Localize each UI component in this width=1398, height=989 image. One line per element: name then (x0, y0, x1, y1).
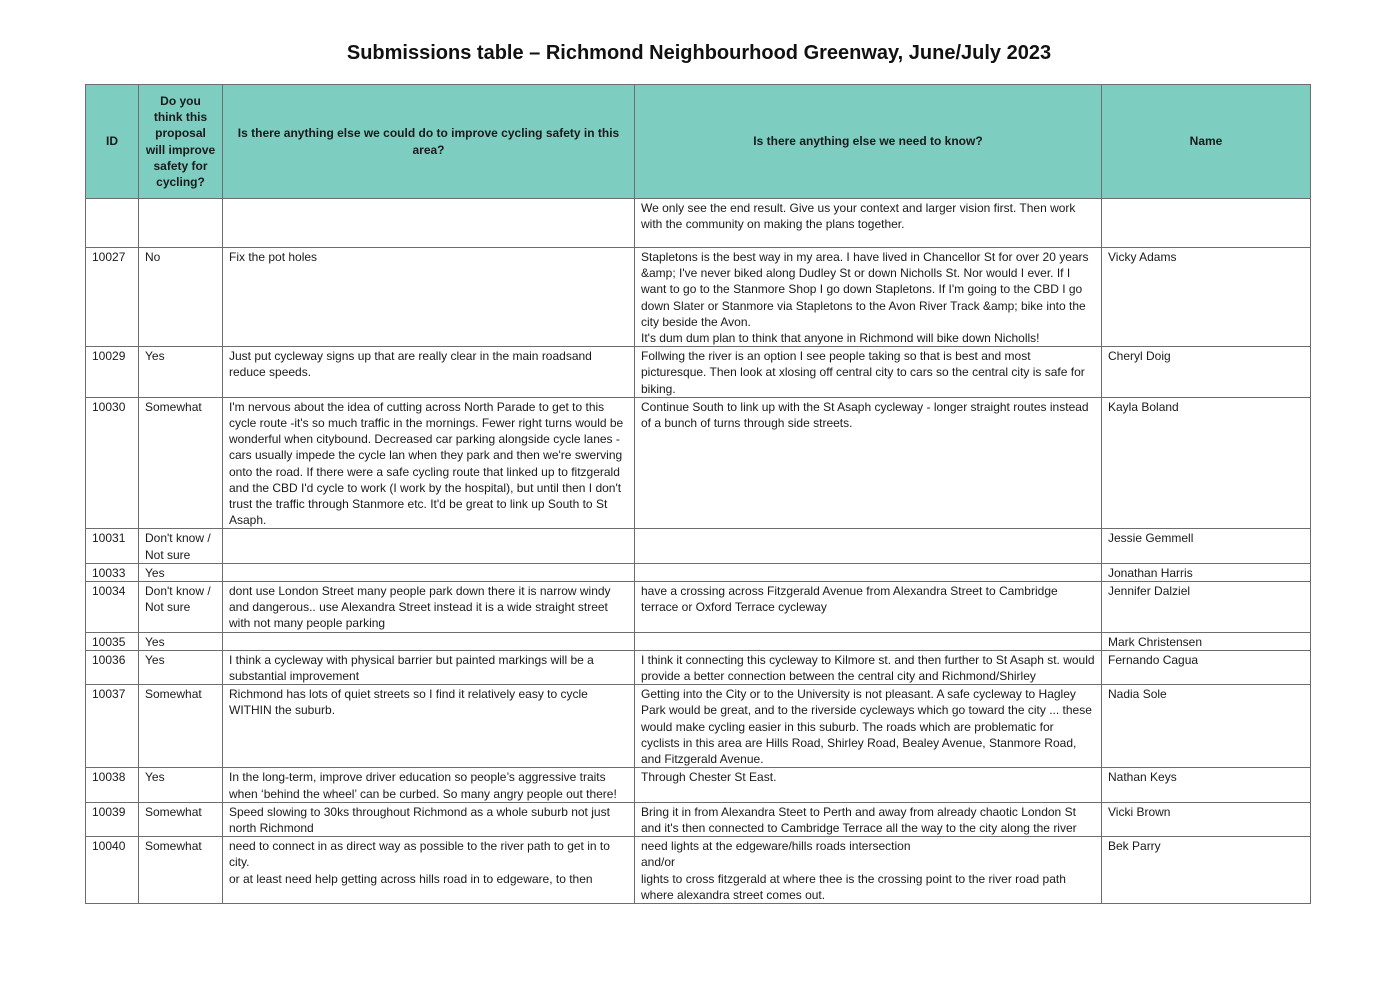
cell-improve (223, 529, 635, 563)
cell-id: 10040 (86, 837, 139, 904)
cell-safety: Somewhat (139, 802, 223, 836)
cell-know: Continue South to link up with the St Asaph cycleway - longer straight routes instead of a bunch of turns through side streets. (635, 397, 1102, 529)
cell-safety: Don't know / Not sure (139, 582, 223, 633)
table-header-row (86, 85, 1311, 199)
cell-safety: Somewhat (139, 397, 223, 529)
cell-safety: Don't know / Not sure (139, 529, 223, 563)
cell-safety: Yes (139, 563, 223, 581)
cell-name: Vicki Brown (1102, 802, 1311, 836)
cell-safety: Yes (139, 768, 223, 802)
cell-id: 10036 (86, 650, 139, 684)
cell-safety: Yes (139, 632, 223, 650)
table-row (86, 248, 1311, 347)
column-header-safety: Do you think this proposal will improve safety for cycling? (139, 85, 223, 199)
cell-id: 10029 (86, 347, 139, 398)
cell-improve: Just put cycleway signs up that are really clear in the main roadsand reduce speeds. (223, 347, 635, 398)
cell-safety: Yes (139, 650, 223, 684)
cell-id: 10027 (86, 248, 139, 347)
cell-know: I think it connecting this cycleway to Kilmore st. and then further to St Asaph st. would provide a better connection between the central city and Richmond/Shirley (635, 650, 1102, 684)
cell-improve: I think a cycleway with physical barrier but painted markings will be a substantial improvement (223, 650, 635, 684)
cell-id (86, 199, 139, 248)
cell-id: 10033 (86, 563, 139, 581)
cell-safety: Somewhat (139, 837, 223, 904)
table-row (86, 685, 1311, 768)
cell-safety (139, 199, 223, 248)
table-row (86, 802, 1311, 836)
cell-safety: Somewhat (139, 685, 223, 768)
cell-improve (223, 632, 635, 650)
table-row (86, 768, 1311, 802)
table-row (86, 347, 1311, 398)
cell-id: 10034 (86, 582, 139, 633)
cell-safety: Yes (139, 347, 223, 398)
cell-improve: Speed slowing to 30ks throughout Richmond as a whole suburb not just north Richmond (223, 802, 635, 836)
cell-know (635, 632, 1102, 650)
cell-name: Bek Parry (1102, 837, 1311, 904)
cell-id: 10035 (86, 632, 139, 650)
cell-know: We only see the end result. Give us your context and larger vision first. Then work with the community on making the plans together. (635, 199, 1102, 248)
cell-id: 10031 (86, 529, 139, 563)
cell-name: Cheryl Doig (1102, 347, 1311, 398)
cell-know: Getting into the City or to the University is not pleasant. A safe cycleway to Hagley Park would be great, and to the riverside cycleways which go toward the city ... these would make cycling easier in this suburb. The roads which are problematic for cyclists in this area are Hills Road, Shirley Road, Bealey Avenue, Stanmore Road, and Fitzgerald Avenue. (635, 685, 1102, 768)
table-row (86, 397, 1311, 529)
cell-know: Follwing the river is an option I see people taking so that is best and most picturesque. Then look at xlosing off central city to cars so the central city is safe for biking. (635, 347, 1102, 398)
cell-name: Jennifer Dalziel (1102, 582, 1311, 633)
table-row (86, 529, 1311, 563)
table-row (86, 582, 1311, 633)
table-row (86, 563, 1311, 581)
cell-improve (223, 199, 635, 248)
cell-know: Stapletons is the best way in my area. I have lived in Chancellor St for over 20 years &amp; I've never biked along Dudley St or down Nicholls St. Nor would I ever. If I want to go to the Stanmore Shop I go down Stapletons. If I'm going to the CBD I go down Slater or Stanmore via Stapletons to the Avon River Track &amp; bike into the city beside the Avon. It's dum dum plan to think that anyone in Richmond will bike down Nicholls! (635, 248, 1102, 347)
cell-improve: need to connect in as direct way as possible to the river path to get in to city. or at least need help getting across hills road in to edgeware, to then (223, 837, 635, 904)
column-header-improve: Is there anything else we could do to improve cycling safety in this area? (223, 85, 635, 199)
cell-id: 10038 (86, 768, 139, 802)
cell-id: 10037 (86, 685, 139, 768)
table-row (86, 199, 1311, 248)
cell-know (635, 563, 1102, 581)
cell-improve (223, 563, 635, 581)
cell-know: need lights at the edgeware/hills roads intersection and/or lights to cross fitzgerald at where thee is the crossing point to the river road path where alexandra street comes out. (635, 837, 1102, 904)
cell-name: Fernando Cagua (1102, 650, 1311, 684)
cell-improve: I'm nervous about the idea of cutting across North Parade to get to this cycle route -it's so much traffic in the mornings. Fewer right turns would be wonderful when citybound. Decreased car parking alongside cycle lanes - cars usually impede the cycle lan when they park and then we're swerving onto the road. If there were a safe cycling route that linked up to fitzgerald and the CBD I'd cycle to work (I work by the hospital), but until then I don't trust the traffic through Stanmore etc. It'd be great to link up South to St Asaph. (223, 397, 635, 529)
cell-name: Jonathan Harris (1102, 563, 1311, 581)
cell-name: Mark Christensen (1102, 632, 1311, 650)
column-header-id: ID (86, 85, 139, 199)
cell-safety: No (139, 248, 223, 347)
table-row (86, 632, 1311, 650)
cell-improve: Fix the pot holes (223, 248, 635, 347)
cell-improve: Richmond has lots of quiet streets so I find it relatively easy to cycle WITHIN the suburb. (223, 685, 635, 768)
cell-name (1102, 199, 1311, 248)
table-row (86, 650, 1311, 684)
page-title: Submissions table – Richmond Neighbourhood Greenway, June/July 2023 (346, 42, 1052, 64)
cell-id: 10039 (86, 802, 139, 836)
column-header-know: Is there anything else we need to know? (635, 85, 1102, 199)
cell-name: Kayla Boland (1102, 397, 1311, 529)
column-header-name: Name (1102, 85, 1311, 199)
cell-know (635, 529, 1102, 563)
cell-improve: In the long-term, improve driver education so people’s aggressive traits when ‘behind the wheel’ can be curbed. So many angry people out there! (223, 768, 635, 802)
cell-know: Through Chester St East. (635, 768, 1102, 802)
cell-name: Nadia Sole (1102, 685, 1311, 768)
cell-know: Bring it in from Alexandra Steet to Perth and away from already chaotic London St and it's then connected to Cambridge Terrace all the way to the city along the river (635, 802, 1102, 836)
cell-id: 10030 (86, 397, 139, 529)
table-row (86, 837, 1311, 904)
cell-name: Nathan Keys (1102, 768, 1311, 802)
cell-know: have a crossing across Fitzgerald Avenue from Alexandra Street to Cambridge terrace or Oxford Terrace cycleway (635, 582, 1102, 633)
cell-name: Vicky Adams (1102, 248, 1311, 347)
cell-improve: dont use London Street many people park down there it is narrow windy and dangerous.. use Alexandra Street instead it is a wide straight street with not many people parking (223, 582, 635, 633)
cell-name: Jessie Gemmell (1102, 529, 1311, 563)
submissions-table (85, 84, 1311, 904)
